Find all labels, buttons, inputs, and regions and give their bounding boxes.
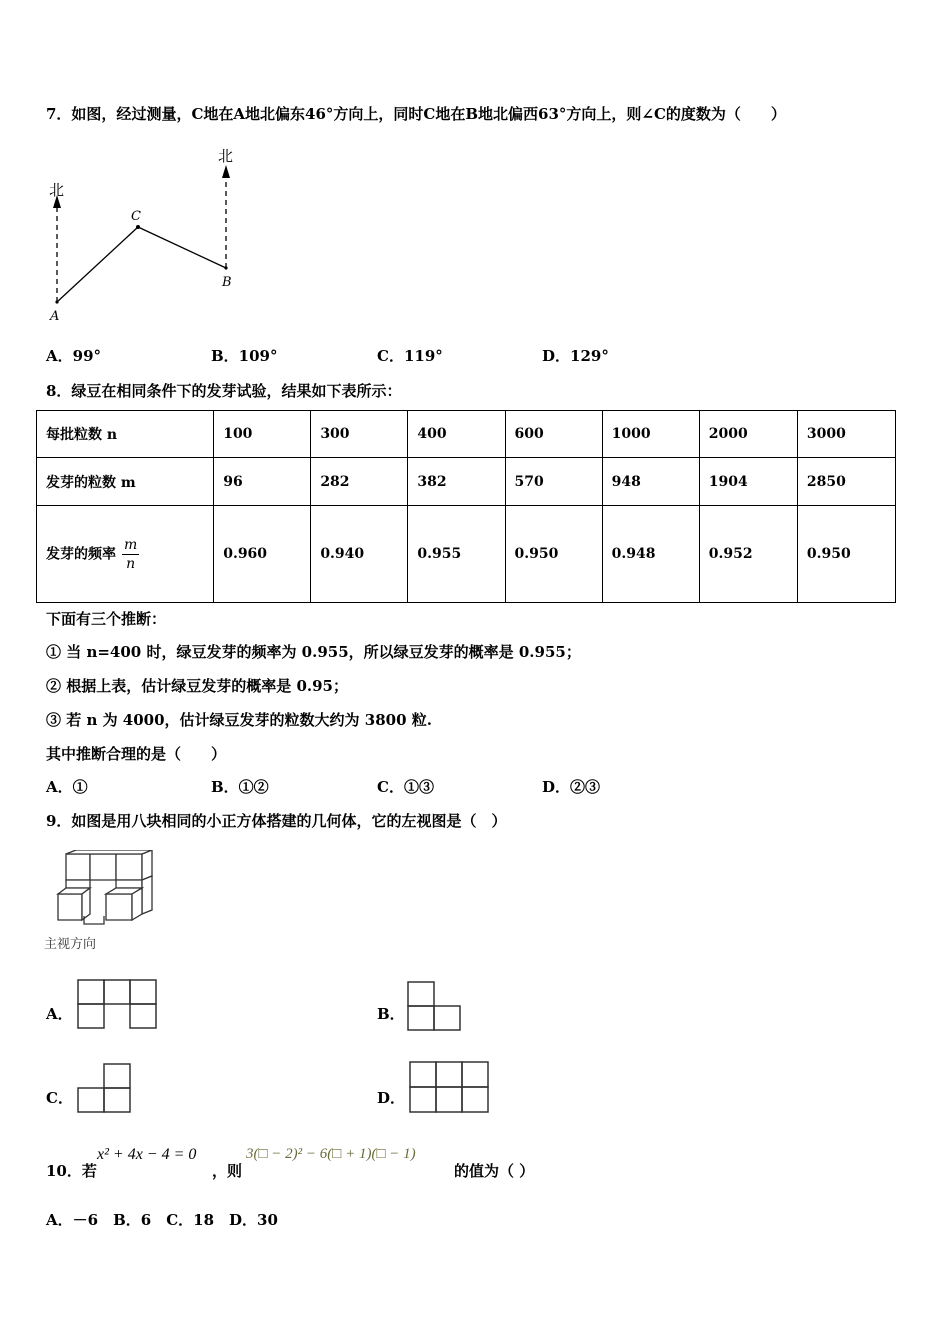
table-cell: 300 — [311, 411, 408, 458]
table-cell: 0.940 — [311, 506, 408, 603]
q9-option-d-figure — [408, 1060, 490, 1116]
q10-equation-2: 3(□ − 2)² − 6(□ + 1)(□ − 1) — [246, 1146, 416, 1162]
label-b: B — [222, 275, 232, 290]
fraction-numerator: m — [124, 536, 138, 553]
q8-option-c: C．①③ — [377, 778, 434, 796]
q8-statement-3: ③ 若 n 为 4000，估计绿豆发芽的粒数大约为 3800 粒. — [46, 711, 432, 729]
table-cell: 382 — [408, 458, 505, 506]
m-over-n-fraction — [122, 536, 139, 573]
figure-label: 主视方向 — [44, 937, 97, 952]
table-cell: 3000 — [797, 411, 895, 458]
b-north-arrowhead — [222, 165, 230, 178]
q10-equation-1: x² + 4x − 4 = 0 — [97, 1146, 197, 1163]
q9-option-c-figure — [76, 1062, 134, 1116]
table-cell: 0.952 — [699, 506, 797, 603]
north-label-a: 北 — [49, 181, 65, 199]
q10-options: A．－6 B．6 C．18 D．30 — [46, 1211, 278, 1229]
q8-option-d: D．②③ — [542, 778, 601, 796]
label-c: C — [131, 209, 141, 224]
table-cell: 0.950 — [505, 506, 602, 603]
q7-option-b: B．109° — [211, 347, 278, 365]
table-cell: 1000 — [602, 411, 699, 458]
q8-ask: 其中推断合理的是（ ） — [46, 745, 227, 763]
q9-option-c: C． — [46, 1089, 73, 1107]
fraction-denominator: n — [126, 555, 136, 572]
q8-text: 8．绿豆在相同条件下的发芽试验，结果如下表所示： — [46, 382, 402, 400]
q9-option-b-figure — [406, 980, 464, 1034]
table-header-cell: 发芽的粒数 m — [37, 458, 214, 506]
table-cell: 0.960 — [214, 506, 311, 603]
table-row — [37, 458, 896, 506]
table-header-cell: 每批粒数 n — [37, 411, 214, 458]
table-cell: 570 — [505, 458, 602, 506]
q8-option-b: B．①② — [211, 778, 269, 796]
table-cell: 400 — [408, 411, 505, 458]
table-row — [37, 506, 896, 603]
label-a: A — [50, 309, 60, 324]
q9-option-b: B． — [377, 1005, 405, 1023]
table-cell: 96 — [214, 458, 311, 506]
q9-cube-figure — [44, 850, 164, 958]
table-row — [37, 411, 896, 458]
q8-statement-1: ① 当 n=400 时，绿豆发芽的频率为 0.955，所以绿豆发芽的概率是 0.955； — [46, 643, 581, 661]
table-cell: 1904 — [699, 458, 797, 506]
table-cell: 0.948 — [602, 506, 699, 603]
q7-option-d: D．129° — [542, 347, 609, 365]
table-cell: 2850 — [797, 458, 895, 506]
q9-option-a-figure — [76, 978, 158, 1032]
table-cell: 2000 — [699, 411, 797, 458]
germination-table — [36, 410, 896, 603]
point-a — [55, 300, 58, 303]
q9-text: 9．如图是用八块相同的小正方体搭建的几何体，它的左视图是（ ） — [46, 812, 507, 830]
q10-suffix: 的值为（ ） — [454, 1162, 535, 1180]
table-header-cell — [37, 506, 214, 603]
table-cell: 282 — [311, 458, 408, 506]
q7-option-a: A．99° — [46, 347, 102, 365]
segment-ac — [57, 227, 138, 302]
frequency-label: 发芽的频率 — [46, 546, 116, 562]
q7-figure — [40, 140, 250, 325]
q10-mid: ，则 — [212, 1162, 243, 1180]
table-cell: 600 — [505, 411, 602, 458]
table-cell: 948 — [602, 458, 699, 506]
q7-text: 7．如图，经过测量，C地在A地北偏东46°方向上，同时C地在B地北偏西63°方向上，则∠C的度数为（ ） — [46, 105, 786, 123]
q9-option-d: D． — [377, 1089, 406, 1107]
table-cell: 0.950 — [797, 506, 895, 603]
q10-prefix: 10．若 — [46, 1162, 97, 1180]
table-cell: 0.955 — [408, 506, 505, 603]
q8-intro: 下面有三个推断： — [46, 610, 167, 628]
table-cell: 100 — [214, 411, 311, 458]
north-label-b: 北 — [218, 147, 234, 165]
q7-option-c: C．119° — [377, 347, 443, 365]
q8-statement-2: ② 根据上表，估计绿豆发芽的概率是 0.95； — [46, 677, 348, 695]
point-c — [136, 225, 140, 229]
q9-option-a: A． — [46, 1005, 73, 1023]
segment-cb — [138, 227, 226, 268]
view-direction-arrow — [84, 916, 104, 924]
point-b — [224, 266, 227, 269]
q8-option-a: A．① — [46, 778, 88, 796]
